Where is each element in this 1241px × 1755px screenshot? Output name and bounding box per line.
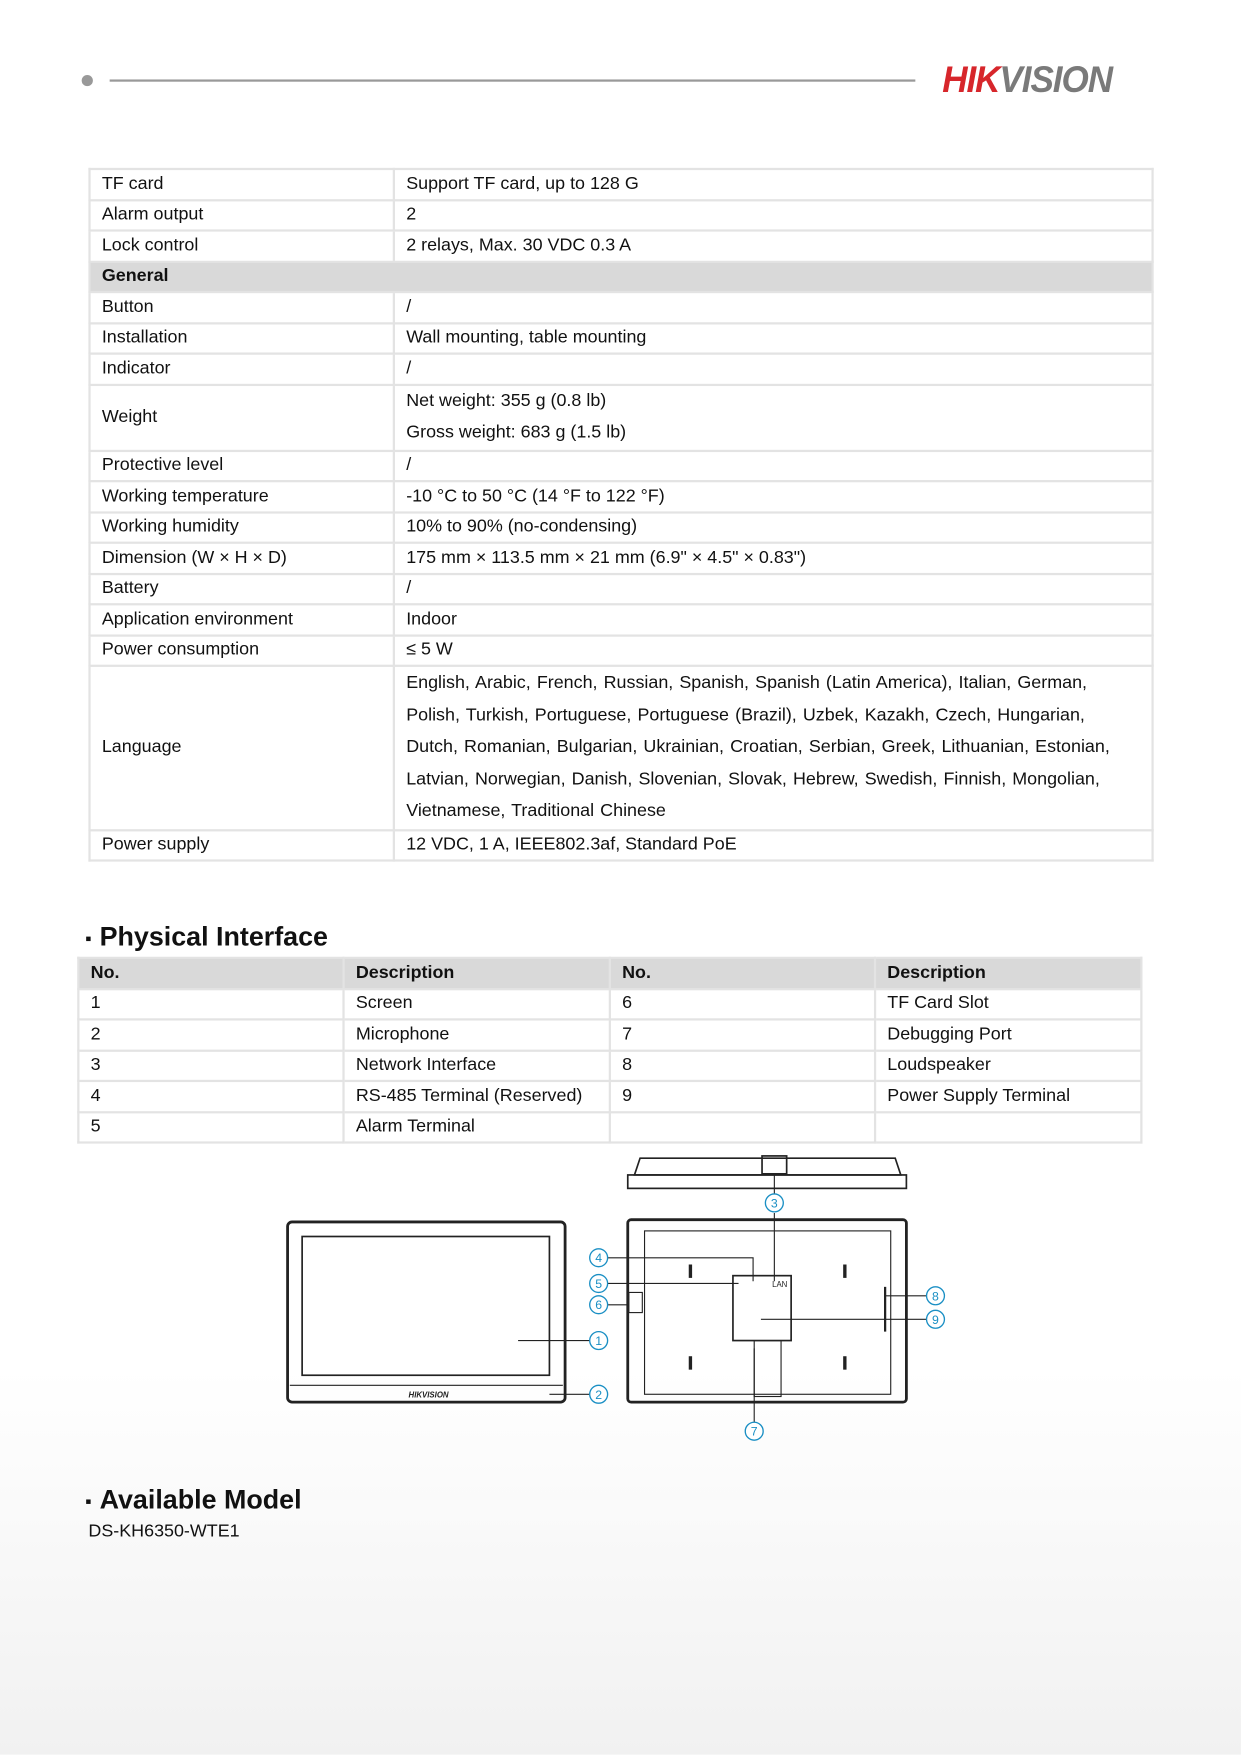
spec-label: Button <box>90 292 394 323</box>
table-cell: Network Interface <box>344 1050 610 1081</box>
spec-value: Support TF card, up to 128 G <box>394 169 1153 200</box>
spec-value: 10% to 90% (no-condensing) <box>394 512 1153 543</box>
spec-row <box>90 573 1153 604</box>
spec-row <box>90 666 1153 830</box>
table-cell: 9 <box>610 1081 875 1112</box>
hikvision-logo: HIKVISION <box>942 58 1112 100</box>
spec-value: Indoor <box>394 604 1153 635</box>
device-diagram <box>269 1147 963 1449</box>
spec-row <box>90 481 1153 512</box>
spec-label: Power supply <box>90 830 394 861</box>
table-cell <box>875 1112 1141 1143</box>
top-view <box>628 1156 907 1188</box>
spec-label: Lock control <box>90 231 394 262</box>
table-row <box>78 1081 1141 1112</box>
callout-number: 4 <box>595 1251 603 1266</box>
table-cell: 5 <box>78 1112 343 1143</box>
spec-row <box>90 604 1153 635</box>
spec-label: Power consumption <box>90 635 394 666</box>
callout-number: 2 <box>595 1387 603 1402</box>
spec-value: / <box>394 573 1153 604</box>
spec-value: / <box>394 292 1153 323</box>
spec-label: Weight <box>90 384 394 450</box>
spec-row <box>90 543 1153 574</box>
table-cell: 3 <box>78 1050 343 1081</box>
available-model-heading: Available Model <box>86 1485 301 1516</box>
spec-label: Dimension (W × H × D) <box>90 543 394 574</box>
physical-interface-heading: Physical Interface <box>86 922 328 953</box>
spec-value: 12 VDC, 1 A, IEEE802.3af, Standard PoE <box>394 830 1153 861</box>
header-dot <box>82 75 93 86</box>
callout-number: 8 <box>932 1289 939 1304</box>
table-cell: Debugging Port <box>875 1019 1141 1050</box>
callout-number: 7 <box>750 1424 758 1439</box>
table-cell: 7 <box>610 1019 875 1050</box>
spec-label: Alarm output <box>90 200 394 231</box>
table-row <box>78 1050 1141 1081</box>
spec-label: Working temperature <box>90 481 394 512</box>
spec-value: 2 <box>394 200 1153 231</box>
spec-label: Language <box>90 666 394 830</box>
table-header <box>78 958 1141 989</box>
table-cell: 6 <box>610 989 875 1020</box>
spec-value: ≤ 5 W <box>394 635 1153 666</box>
spec-row <box>90 200 1153 231</box>
column-header: No. <box>78 958 343 989</box>
spec-value: -10 °C to 50 °C (14 °F to 122 °F) <box>394 481 1153 512</box>
spec-row <box>90 635 1153 666</box>
table-cell: TF Card Slot <box>875 989 1141 1020</box>
spec-row <box>90 450 1153 481</box>
physical-interface-table <box>77 957 1142 1144</box>
column-header: Description <box>875 958 1141 989</box>
header-rule <box>110 79 916 81</box>
table-cell <box>610 1112 875 1143</box>
table-row <box>78 989 1141 1020</box>
spec-label: Application environment <box>90 604 394 635</box>
table-cell: Power Supply Terminal <box>875 1081 1141 1112</box>
column-header: Description <box>344 958 610 989</box>
callout-number: 5 <box>595 1276 603 1291</box>
svg-text:LAN: LAN <box>772 1279 788 1289</box>
spec-row <box>90 292 1153 323</box>
table-cell: Screen <box>344 989 610 1020</box>
spec-row <box>90 354 1153 385</box>
callout-lines <box>518 1175 926 1422</box>
section-title: General <box>90 261 1153 292</box>
table-cell: 2 <box>78 1019 343 1050</box>
table-row <box>78 1019 1141 1050</box>
spec-label: Battery <box>90 573 394 604</box>
gross-weight: Gross weight: 683 g (1.5 lb) <box>406 422 627 443</box>
table-cell: RS-485 Terminal (Reserved) <box>344 1081 610 1112</box>
spec-value <box>394 384 1153 450</box>
callout-number: 9 <box>932 1312 939 1327</box>
spec-label: Installation <box>90 323 394 354</box>
callout-number: 6 <box>595 1298 603 1313</box>
spec-row-weight <box>90 384 1153 450</box>
spec-label: Protective level <box>90 450 394 481</box>
spec-value: / <box>394 354 1153 385</box>
spec-value: English, Arabic, French, Russian, Spanish, Spanish (Latin America), Italian, German, Polish, Turkish, Portuguese, Portuguese (Brazil), Uzbek, Kazakh, Czech, Hungarian, Dutch, Romanian, Bulgarian, Ukrainian, Croatian, Serbian, Greek, Lithuanian, Estonian, Latvian, Norwegian, Danish, Slovenian, Slovak, Hebrew, Swedish, Finnish, Mongolian, Vietnamese, Traditional Chinese <box>394 666 1153 830</box>
spec-row <box>90 830 1153 861</box>
callout-number: 1 <box>595 1334 603 1349</box>
spec-row <box>90 323 1153 354</box>
table-cell: 4 <box>78 1081 343 1112</box>
spec-label: Indicator <box>90 354 394 385</box>
callout-number: 3 <box>770 1196 778 1211</box>
column-header: No. <box>610 958 875 989</box>
table-row <box>78 1112 1141 1143</box>
spec-row <box>90 231 1153 262</box>
table-cell: Alarm Terminal <box>344 1112 610 1143</box>
table-cell: 8 <box>610 1050 875 1081</box>
spec-value: Wall mounting, table mounting <box>394 323 1153 354</box>
spec-row <box>90 512 1153 543</box>
spec-label: Working humidity <box>90 512 394 543</box>
svg-text:HIKVISION: HIKVISION <box>408 1390 449 1400</box>
net-weight: Net weight: 355 g (0.8 lb) <box>406 391 607 411</box>
spec-value: / <box>394 450 1153 481</box>
back-view <box>628 1220 907 1402</box>
table-cell: Loudspeaker <box>875 1050 1141 1081</box>
spec-row <box>90 169 1153 200</box>
table-cell: Microphone <box>344 1019 610 1050</box>
spec-value: 2 relays, Max. 30 VDC 0.3 A <box>394 231 1153 262</box>
spec-value: 175 mm × 113.5 mm × 21 mm (6.9" × 4.5" × 0.83") <box>394 543 1153 574</box>
table-cell: 1 <box>78 989 343 1020</box>
section-general <box>90 261 1153 292</box>
model-number: DS-KH6350-WTE1 <box>88 1521 240 1541</box>
spec-table <box>88 168 1153 862</box>
front-view <box>288 1222 566 1402</box>
spec-label: TF card <box>90 169 394 200</box>
